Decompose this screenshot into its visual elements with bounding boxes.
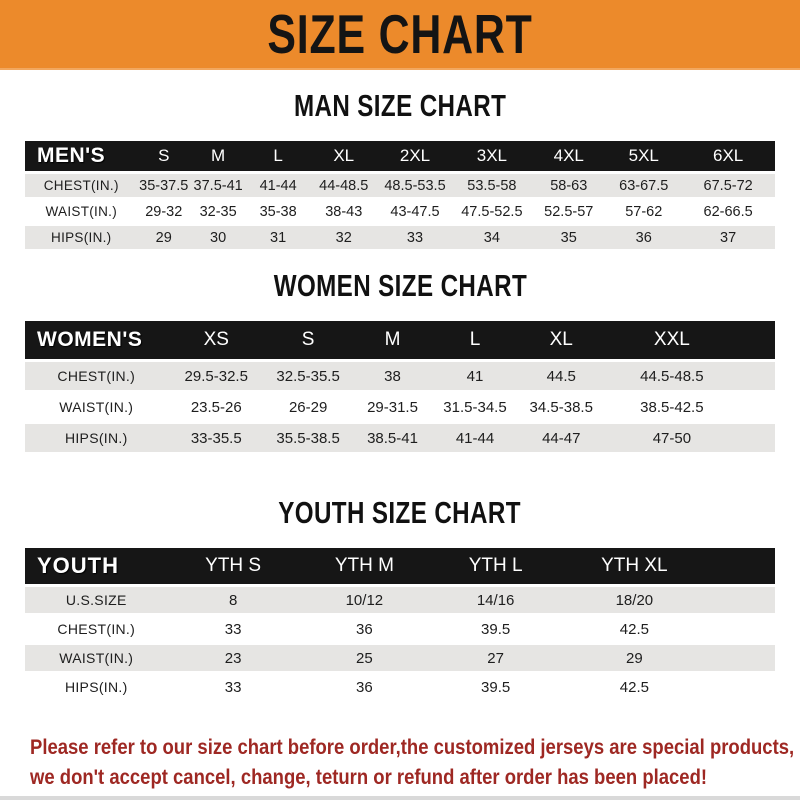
size-value-cell: 23.5-26 bbox=[190, 398, 242, 416]
size-value-cell: 34.5-38.5 bbox=[529, 398, 593, 416]
size-value-cell: 44-48.5 bbox=[319, 177, 369, 194]
size-value-cell: 18/20 bbox=[615, 591, 654, 609]
row-label: WAIST(IN.) bbox=[59, 650, 134, 666]
youth-size-table-slot bbox=[0, 545, 800, 703]
row-label: CHEST(IN.) bbox=[57, 621, 136, 637]
size-value-cell: 29-31.5 bbox=[367, 398, 418, 416]
column-header: 2XL bbox=[399, 146, 431, 165]
size-value-cell: 25 bbox=[356, 649, 373, 667]
size-value-cell: 35-38 bbox=[259, 203, 297, 220]
size-value-cell: 36 bbox=[356, 678, 373, 696]
row-label: WAIST(IN.) bbox=[59, 399, 134, 415]
size-value-cell: 44-47 bbox=[542, 429, 581, 447]
women-section-heading bbox=[0, 268, 800, 304]
row-spacer bbox=[708, 674, 776, 700]
size-value-cell: 37 bbox=[720, 229, 737, 246]
table-row bbox=[25, 424, 775, 452]
section-men bbox=[0, 88, 800, 252]
size-value-cell: 8 bbox=[228, 591, 238, 609]
column-header: YTH S bbox=[205, 555, 262, 576]
row-spacer bbox=[738, 393, 776, 421]
column-header: 3XL bbox=[476, 146, 507, 165]
size-value-cell: 39.5 bbox=[481, 678, 511, 696]
youth-section-heading bbox=[0, 495, 800, 531]
size-value-cell: 26-29 bbox=[288, 398, 328, 416]
table-row bbox=[25, 200, 775, 223]
size-value-cell: 27 bbox=[487, 649, 504, 667]
size-value-cell: 35-37.5 bbox=[139, 177, 189, 194]
column-header: S bbox=[301, 329, 315, 350]
size-value-cell: 33 bbox=[406, 229, 424, 246]
column-header: L bbox=[469, 329, 481, 350]
size-value-cell: 33 bbox=[224, 678, 242, 696]
table-header-row bbox=[25, 321, 775, 359]
size-value-cell: 33 bbox=[224, 620, 242, 638]
size-value-cell: 35.5-38.5 bbox=[276, 429, 340, 447]
size-value-cell: 36 bbox=[635, 229, 652, 246]
size-value-cell: 10/12 bbox=[345, 591, 384, 609]
size-value-cell: 29 bbox=[626, 649, 643, 667]
size-value-cell: 58-63 bbox=[550, 177, 588, 194]
size-table bbox=[25, 545, 775, 703]
column-header: YTH M bbox=[334, 555, 394, 576]
column-header: XL bbox=[333, 146, 355, 165]
column-header: S bbox=[158, 146, 170, 165]
size-value-cell: 41-44 bbox=[455, 429, 495, 447]
row-label: CHEST(IN.) bbox=[43, 178, 119, 193]
size-value-cell: 38.5-41 bbox=[367, 429, 418, 447]
men-section-heading bbox=[0, 88, 800, 124]
bottom-edge-strip bbox=[0, 796, 800, 800]
row-spacer bbox=[708, 645, 776, 671]
table-row bbox=[25, 616, 775, 642]
size-value-cell: 47-50 bbox=[652, 429, 692, 447]
size-value-cell: 67.5-72 bbox=[703, 177, 753, 194]
banner bbox=[0, 0, 800, 70]
size-value-cell: 34 bbox=[483, 229, 500, 246]
size-value-cell: 41 bbox=[466, 367, 484, 385]
size-value-cell: 42.5 bbox=[619, 620, 649, 638]
table-row bbox=[25, 362, 775, 390]
table-row bbox=[25, 393, 775, 421]
size-value-cell: 42.5 bbox=[619, 678, 649, 696]
size-value-cell: 31.5-34.5 bbox=[443, 398, 507, 416]
size-value-cell: 33-35.5 bbox=[190, 429, 242, 447]
size-value-cell: 35 bbox=[560, 229, 577, 246]
header-spacer bbox=[738, 321, 776, 359]
table-header-row bbox=[25, 548, 775, 584]
table-row bbox=[25, 674, 775, 700]
size-value-cell: 32.5-35.5 bbox=[276, 367, 340, 385]
women-size-table-slot bbox=[0, 318, 800, 455]
disclaimer-line-2: we don't accept cancel, change, teturn or refund after order has been placed! bbox=[30, 766, 708, 789]
table-row bbox=[25, 174, 775, 197]
size-value-cell: 48.5-53.5 bbox=[384, 177, 446, 194]
size-table bbox=[25, 318, 775, 455]
banner-title: SIZE CHART bbox=[267, 3, 533, 65]
size-value-cell: 44.5 bbox=[546, 367, 576, 385]
youth-section-heading-text: YOUTH SIZE CHART bbox=[278, 495, 522, 530]
column-header: XS bbox=[203, 329, 229, 350]
row-label: WAIST(IN.) bbox=[45, 204, 117, 219]
row-label: HIPS(IN.) bbox=[51, 230, 112, 245]
column-header: YTH L bbox=[468, 555, 523, 576]
size-value-cell: 47.5-52.5 bbox=[461, 203, 523, 220]
row-label: U.S.SIZE bbox=[65, 592, 127, 608]
column-header: XXL bbox=[653, 329, 690, 350]
size-value-cell: 44.5-48.5 bbox=[640, 367, 704, 385]
size-value-cell: 63-67.5 bbox=[619, 177, 669, 194]
row-label: CHEST(IN.) bbox=[57, 368, 136, 384]
table-row bbox=[25, 226, 775, 249]
row-label: HIPS(IN.) bbox=[64, 430, 128, 446]
size-value-cell: 53.5-58 bbox=[467, 177, 517, 194]
column-header: 6XL bbox=[713, 146, 744, 165]
section-women bbox=[0, 268, 800, 455]
table-row bbox=[25, 587, 775, 613]
column-header: 4XL bbox=[553, 146, 584, 165]
size-value-cell: 43-47.5 bbox=[390, 203, 440, 220]
women-section-heading-text: WOMEN SIZE CHART bbox=[273, 268, 527, 303]
size-value-cell: 39.5 bbox=[481, 620, 511, 638]
row-label: HIPS(IN.) bbox=[64, 679, 128, 695]
size-value-cell: 29.5-32.5 bbox=[184, 367, 248, 385]
size-value-cell: 14/16 bbox=[476, 591, 515, 609]
disclaimer bbox=[0, 733, 800, 793]
column-header: L bbox=[273, 146, 283, 165]
row-spacer bbox=[708, 587, 776, 613]
size-value-cell: 38 bbox=[384, 367, 401, 385]
size-value-cell: 38.5-42.5 bbox=[640, 398, 704, 416]
size-value-cell: 30 bbox=[210, 229, 227, 246]
section-youth bbox=[0, 495, 800, 703]
size-value-cell: 36 bbox=[356, 620, 373, 638]
table-corner-label: WOMEN'S bbox=[37, 328, 143, 351]
men-section-heading-text: MAN SIZE CHART bbox=[293, 88, 507, 123]
row-spacer bbox=[738, 362, 776, 390]
column-header: YTH XL bbox=[601, 555, 668, 576]
size-value-cell: 31 bbox=[270, 229, 287, 246]
column-header: 5XL bbox=[628, 146, 659, 165]
row-spacer bbox=[708, 616, 776, 642]
table-row bbox=[25, 645, 775, 671]
header-spacer bbox=[708, 548, 776, 584]
row-spacer bbox=[738, 424, 776, 452]
table-header-row bbox=[25, 141, 775, 171]
size-value-cell: 41-44 bbox=[259, 177, 297, 194]
disclaimer-line-1: Please refer to our size chart before order,the customized jerseys are special products, bbox=[30, 736, 795, 759]
size-value-cell: 32-35 bbox=[199, 203, 237, 220]
size-value-cell: 38-43 bbox=[325, 203, 363, 220]
column-header: M bbox=[211, 146, 226, 165]
column-header: M bbox=[384, 329, 401, 350]
size-value-cell: 62-66.5 bbox=[703, 203, 753, 220]
size-value-cell: 52.5-57 bbox=[544, 203, 594, 220]
size-value-cell: 57-62 bbox=[625, 203, 663, 220]
size-value-cell: 29-32 bbox=[145, 203, 183, 220]
size-value-cell: 23 bbox=[224, 649, 242, 667]
table-corner-label: YOUTH bbox=[37, 553, 119, 578]
size-table bbox=[25, 138, 775, 252]
size-value-cell: 32 bbox=[335, 229, 352, 246]
men-size-table-slot bbox=[0, 138, 800, 252]
size-value-cell: 29 bbox=[155, 229, 172, 246]
table-corner-label: MEN'S bbox=[37, 144, 106, 167]
column-header: XL bbox=[549, 329, 573, 350]
size-value-cell: 37.5-41 bbox=[193, 177, 243, 194]
